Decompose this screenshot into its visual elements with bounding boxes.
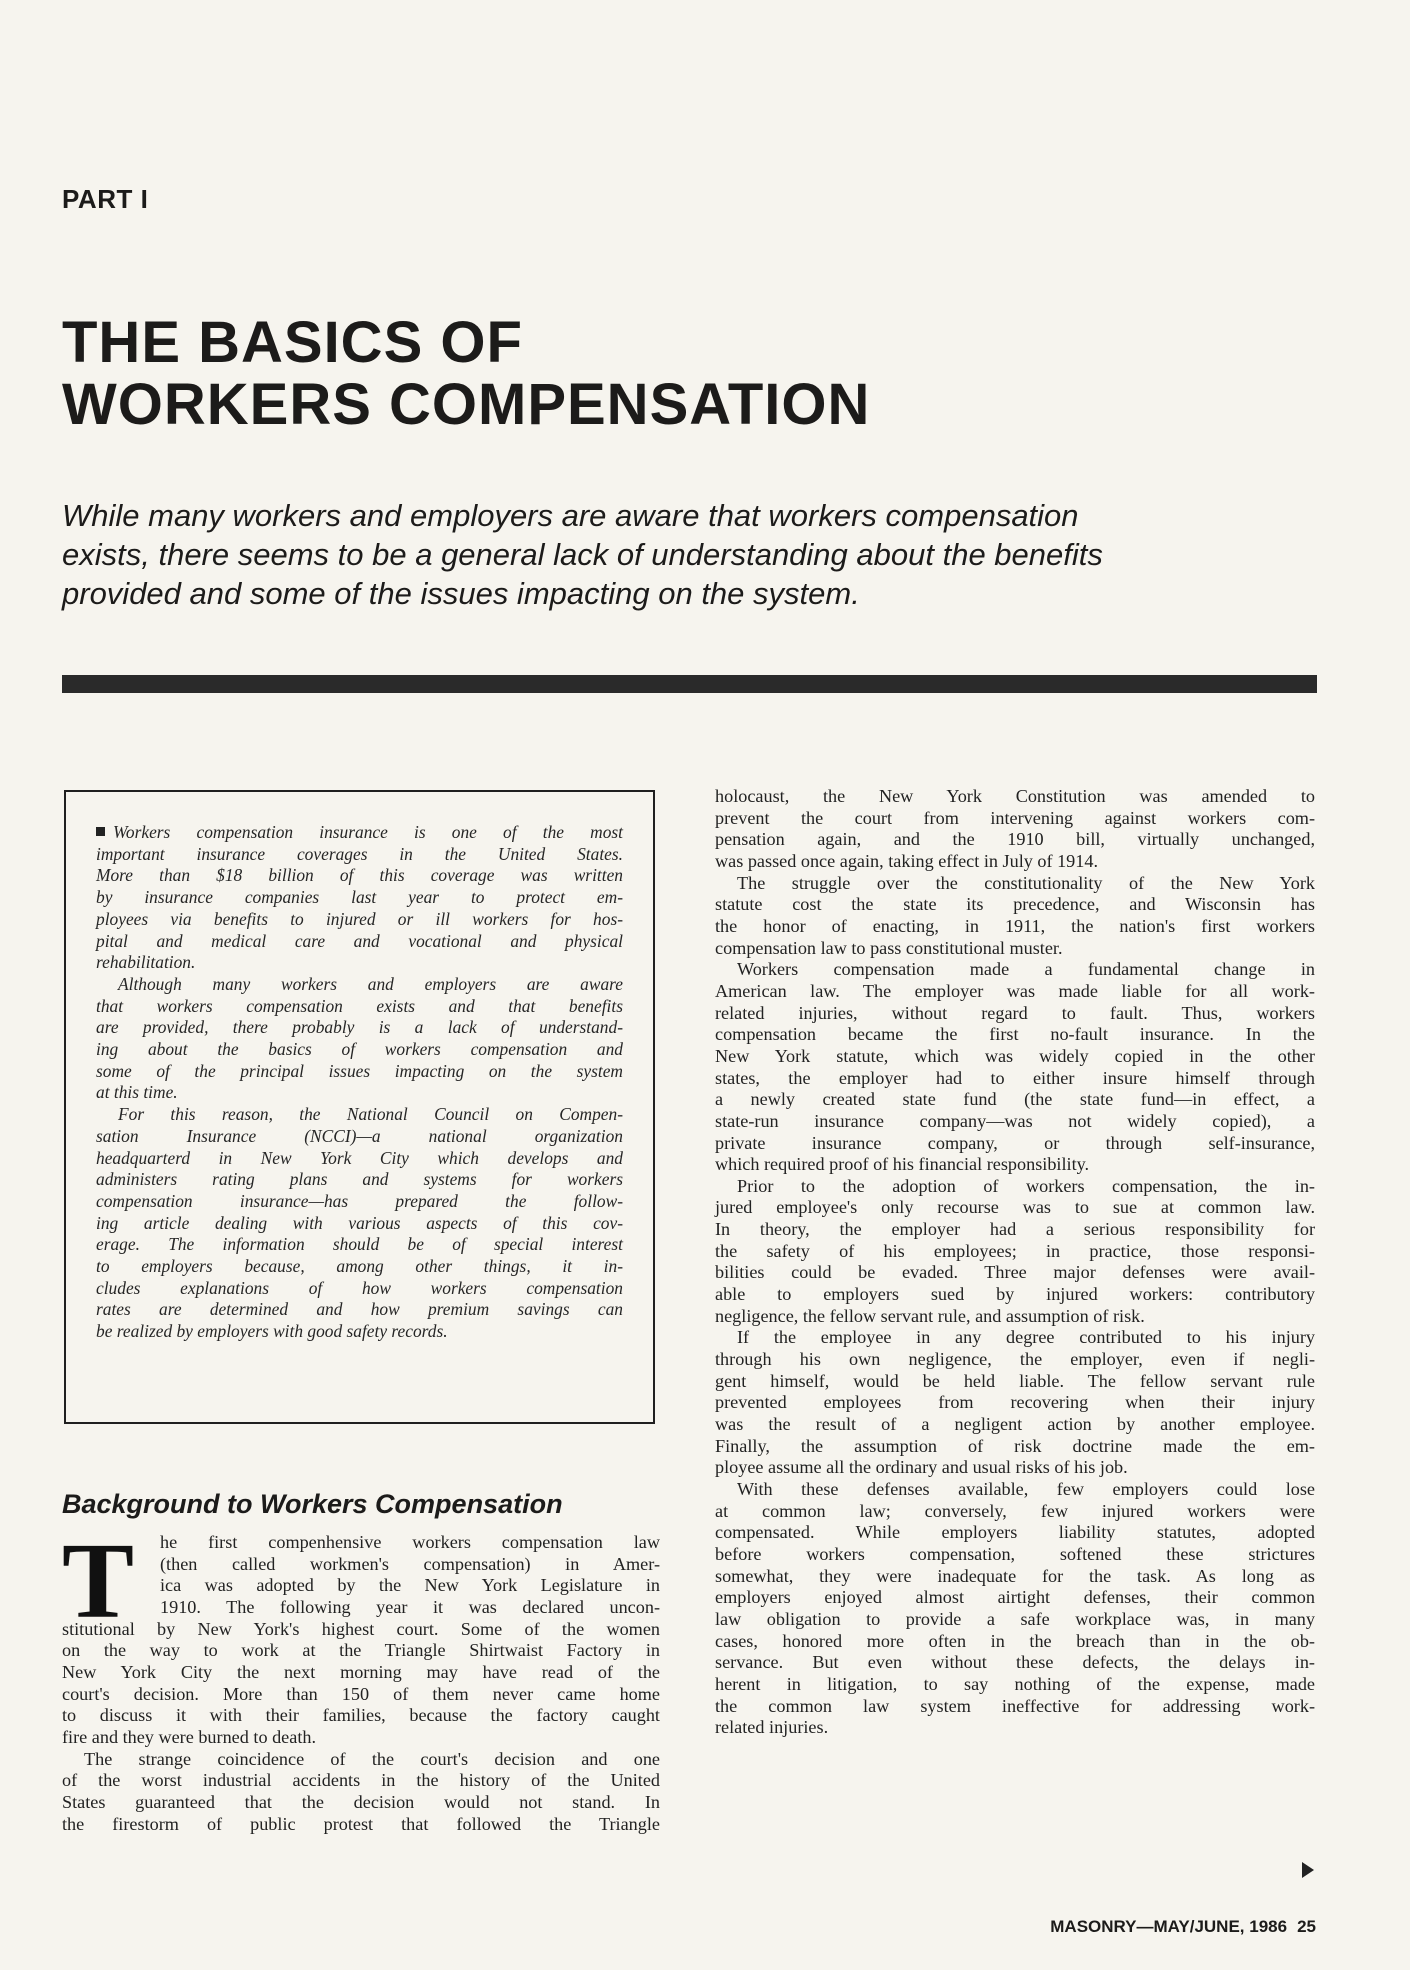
- title-line: THE BASICS OF: [62, 310, 523, 375]
- deck-line: provided and some of the issues impacting on the system.: [62, 576, 860, 611]
- body-line: cases, honored more often in the breach than in the ob-: [715, 1630, 1315, 1651]
- body-line: states, the employer had to either insure himself through: [715, 1067, 1315, 1088]
- body-line: state-run insurance company—was not widely copied), a: [715, 1110, 1315, 1131]
- body-line: compensated. While employers liability statutes, adopted: [715, 1522, 1315, 1543]
- sidebar-line: More than $18 billion of this coverage was written: [96, 865, 623, 886]
- sidebar-line: rates are determined and how premium savings can: [96, 1299, 623, 1320]
- body-line: ployee assume all the ordinary and usual risks of his job.: [715, 1457, 1128, 1478]
- body-line: related injuries, without regard to fault. Thus, workers: [715, 1002, 1315, 1023]
- body-line: States guaranteed that the decision would not stand. In: [62, 1791, 660, 1812]
- sidebar-text: Workers compensation insurance is one of the most: [113, 822, 623, 842]
- body-line: In theory, the employer had a serious responsibility for: [715, 1219, 1315, 1240]
- body-line: was the result of a negligent action by another employee.: [715, 1414, 1315, 1435]
- sidebar-line: rehabilitation.: [96, 952, 196, 973]
- body-line: pensation again, and the 1910 bill, virtually unchanged,: [715, 829, 1315, 850]
- body-line: through his own negligence, the employer, even if negli-: [715, 1349, 1315, 1370]
- sidebar-line: administers rating plans and systems for workers: [96, 1169, 623, 1190]
- body-line: law obligation to provide a safe workplace was, in many: [715, 1608, 1315, 1629]
- body-line: 1910. The following year it was declared uncon-: [160, 1596, 660, 1617]
- sidebar-line: be realized by employers with good safety records.: [96, 1321, 448, 1342]
- body-line: prevent the court from intervening against workers com-: [715, 807, 1315, 828]
- sidebar-line: pital and medical care and vocational and physical: [96, 930, 623, 951]
- page-footer: [1050, 1917, 1316, 1937]
- body-line: court's decision. More than 150 of them never came home: [62, 1683, 660, 1704]
- section-heading: Background to Workers Compensation: [62, 1489, 563, 1519]
- sidebar-line: ing about the basics of workers compensation and: [96, 1039, 623, 1060]
- body-line: jured employee's only recourse was to sue at common law.: [715, 1197, 1315, 1218]
- body-line: employers enjoyed almost airtight defenses, their common: [715, 1587, 1315, 1608]
- sidebar-line: at this time.: [96, 1082, 178, 1103]
- body-line: fire and they were burned to death.: [62, 1726, 317, 1747]
- sidebar-line: some of the principal issues impacting on the system: [96, 1060, 623, 1081]
- continue-arrow-icon: [1302, 1862, 1314, 1878]
- body-line: gent himself, would be held liable. The fellow servant rule: [715, 1370, 1315, 1391]
- sidebar-box: [64, 790, 655, 1424]
- body-line: he first compenhensive workers compensation law: [160, 1532, 660, 1552]
- body-line: servance. But even without these defects, the delays in-: [715, 1652, 1315, 1673]
- sidebar-line: by insurance companies last year to protect em-: [96, 887, 623, 908]
- article-title: [62, 312, 870, 436]
- body-line: (then called workmen's compensation) in Amer-: [160, 1553, 660, 1574]
- body-line: holocaust, the New York Constitution was amended to: [715, 786, 1315, 806]
- sidebar-line: sation Insurance (NCCI)—a national organization: [96, 1125, 623, 1146]
- body-line: herent in litigation, to say nothing of the expense, made: [715, 1673, 1315, 1694]
- body-line: related injuries.: [715, 1717, 829, 1738]
- body-line: bilities could be evaded. Three major defenses were avail-: [715, 1262, 1315, 1283]
- body-line: American law. The employer was made liable for all work-: [715, 980, 1315, 1001]
- body-line: If the employee in any degree contributed to his injury: [737, 1327, 1315, 1348]
- body-line: stitutional by New York's highest court. Some of the women: [62, 1618, 660, 1639]
- body-line: the honor of enacting, in 1911, the nation's first workers: [715, 915, 1315, 936]
- part-label: PART I: [62, 184, 149, 214]
- deck-line: While many workers and employers are aware that workers compensation: [62, 498, 1079, 533]
- article-deck: [62, 496, 1322, 613]
- body-line: was passed once again, taking effect in July of 1914.: [715, 850, 1099, 871]
- divider-bar: [62, 675, 1317, 693]
- sidebar-line: cludes explanations of how workers compensation: [96, 1277, 623, 1298]
- drop-cap: T: [62, 1522, 135, 1641]
- left-column: [62, 1522, 660, 1835]
- body-line: to discuss it with their families, because the factory caught: [62, 1705, 660, 1726]
- body-line: negligence, the fellow servant rule, and assumption of risk.: [715, 1305, 1145, 1326]
- body-line: compensation became the first no-fault insurance. In the: [715, 1024, 1315, 1045]
- body-line: the firestorm of public protest that followed the Triangle: [62, 1813, 660, 1834]
- sidebar-line: ing article dealing with various aspects of this cov-: [96, 1212, 623, 1233]
- body-line: able to employers sued by injured workers: contributory: [715, 1284, 1315, 1305]
- body-line: ica was adopted by the New York Legislature in: [160, 1575, 660, 1596]
- body-line: the common law system ineffective for addressing work-: [715, 1695, 1315, 1716]
- right-column: [715, 786, 1315, 1739]
- body-line: New York City the next morning may have read of the: [62, 1661, 660, 1682]
- sidebar-line: erage. The information should be of special interest: [96, 1234, 623, 1255]
- body-line: a newly created state fund (the state fund—in effect, a: [715, 1089, 1315, 1110]
- body-line: somewhat, they were inadequate for the task. As long as: [715, 1565, 1315, 1586]
- sidebar-line: ployees via benefits to injured or ill workers for hos-: [96, 908, 623, 929]
- sidebar-line: compensation insurance—has prepared the follow-: [96, 1190, 623, 1211]
- page-number: 25: [1297, 1917, 1316, 1936]
- body-line: which required proof of his financial responsibility.: [715, 1154, 1090, 1175]
- sidebar-line: to employers because, among other things, it in-: [96, 1256, 623, 1277]
- body-line: of the worst industrial accidents in the history of the United: [62, 1770, 660, 1791]
- body-line: Workers compensation made a fundamental change in: [737, 959, 1315, 980]
- title-line: WORKERS COMPENSATION: [62, 372, 871, 437]
- body-line: at common law; conversely, few injured workers were: [715, 1500, 1315, 1521]
- deck-line: exists, there seems to be a general lack of understanding about the benefits: [62, 537, 1103, 572]
- body-line: With these defenses available, few employers could lose: [737, 1479, 1315, 1499]
- body-line: Finally, the assumption of risk doctrine made the em-: [715, 1435, 1315, 1456]
- body-line: statute cost the state its precedence, and Wisconsin has: [715, 894, 1315, 915]
- body-line: the safety of his employees; in practice, those responsi-: [715, 1240, 1315, 1261]
- body-line: The strange coincidence of the court's decision and one: [84, 1748, 660, 1769]
- body-line: New York statute, which was widely copied in the other: [715, 1045, 1315, 1066]
- sidebar-line: headquarterd in New York City which develops and: [96, 1147, 623, 1168]
- sidebar-line: are provided, there probably is a lack of understand-: [96, 1017, 623, 1038]
- body-line: before workers compensation, softened these strictures: [715, 1543, 1315, 1564]
- sidebar-line: Although many workers and employers are aware: [118, 973, 623, 994]
- publication-name: MASONRY—MAY/JUNE, 1986: [1050, 1917, 1288, 1936]
- body-line: on the way to work at the Triangle Shirtwaist Factory in: [62, 1640, 660, 1661]
- sidebar-line: [96, 822, 623, 844]
- body-line: private insurance company, or through self-insurance,: [715, 1132, 1315, 1153]
- body-line: compensation law to pass constitutional muster.: [715, 937, 1063, 958]
- sidebar-line: important insurance coverages in the United States.: [96, 843, 623, 864]
- body-line: The struggle over the constitutionality of the New York: [737, 872, 1315, 893]
- sidebar-line: that workers compensation exists and that benefits: [96, 995, 623, 1016]
- body-line: prevented employees from recovering when their injury: [715, 1392, 1315, 1413]
- bullet-square-icon: [96, 827, 105, 836]
- sidebar-line: For this reason, the National Council on Compen-: [118, 1104, 623, 1125]
- body-line: Prior to the adoption of workers compensation, the in-: [737, 1175, 1315, 1196]
